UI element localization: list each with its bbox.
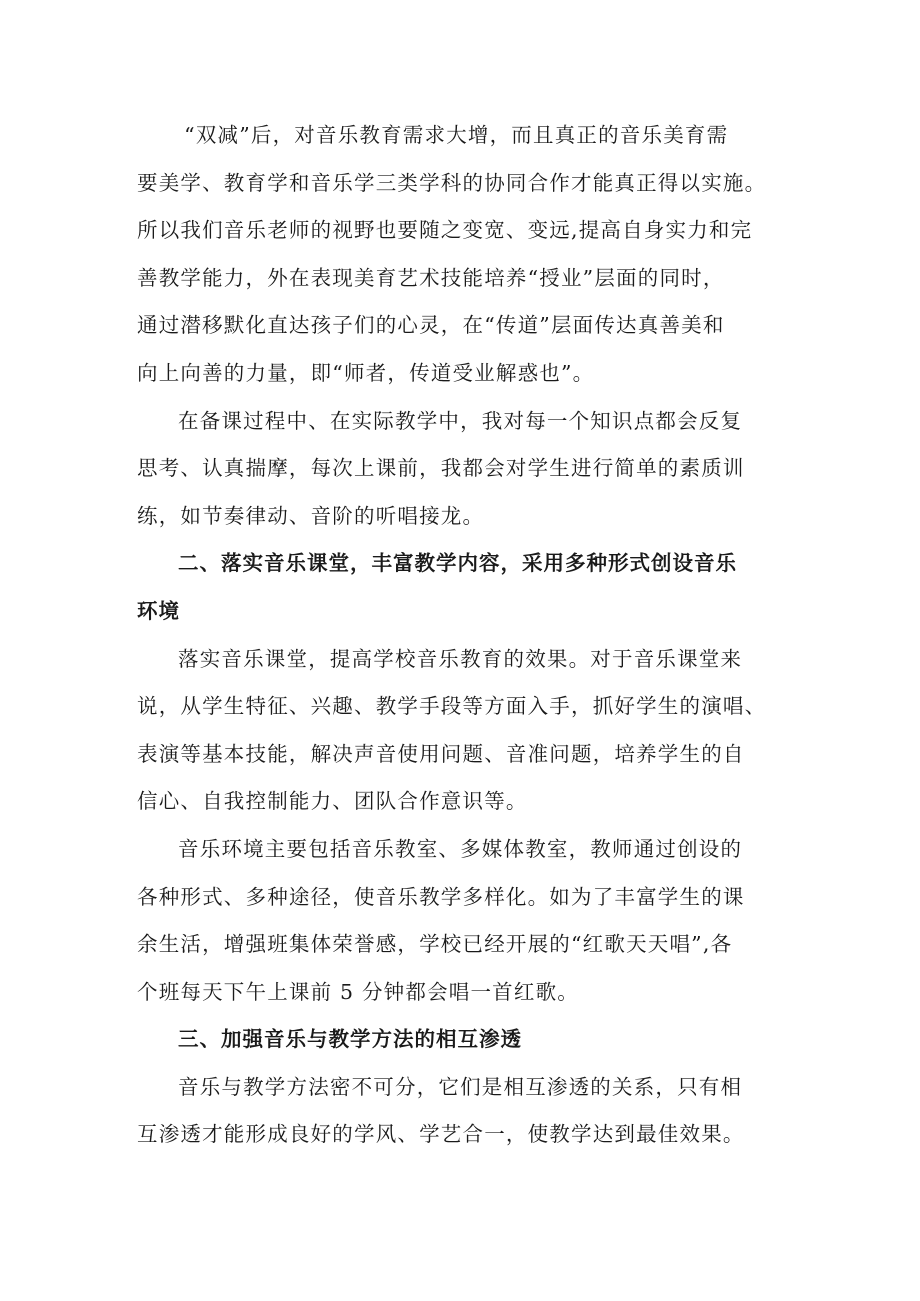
section-heading-2: 二、落实音乐课堂，丰富教学内容，采用多种形式创设音乐 环境: [137, 551, 737, 623]
paragraph-music-classroom: 落实音乐课堂，提高学校音乐教育的效果。对于音乐课堂来 说，从学生特征、兴趣、教学手段等方面入手，抓好学生的演唱、 表演等基本技能，解决声音使用问题、音准问题，培养学生的自 信心、自我控制能力、团队合作意识等。: [137, 646, 767, 814]
document-body: [137, 112, 789, 1159]
paragraph-lesson-preparation: 在备课过程中、在实际教学中，我对每一个知识点都会反复 思考、认真揣摩，每次上课前，我都会对学生进行简单的素质训 练，如节奏律动、音阶的听唱接龙。: [137, 408, 745, 528]
paragraph-teaching-methods: 音乐与教学方法密不可分，它们是相互渗透的关系，只有相 互渗透才能形成良好的学风、学艺合一，使教学达到最佳效果。: [137, 1074, 745, 1147]
paragraph-music-environment: 音乐环境主要包括音乐教室、多媒体教室，教师通过创设的 各种形式、多种途径，使音乐教学多样化。如为了丰富学生的课 余生活，增强班集体荣誉感，学校已经开展的“红歌天天唱”,各 个班每天下午上课前 5 分钟都会唱一首红歌。: [137, 836, 745, 1004]
section-heading-3: 三、加强音乐与教学方法的相互渗透: [178, 1027, 522, 1052]
paragraph-double-reduction: “双减”后，对音乐教育需求大增，而且真正的音乐美育需 要美学、教育学和音乐学三类学科的协同合作才能真正得以实施。 所以我们音乐老师的视野也要随之变宽、变远,提高自身实力和完 善教学能力，外在表现美育艺术技能培养“授业”层面的同时， 通过潜移默化直达孩子们的心灵，在“传道”层面传达真善美和 向上向善的力量，即“师者，传道受业解惑也”。: [137, 123, 767, 385]
